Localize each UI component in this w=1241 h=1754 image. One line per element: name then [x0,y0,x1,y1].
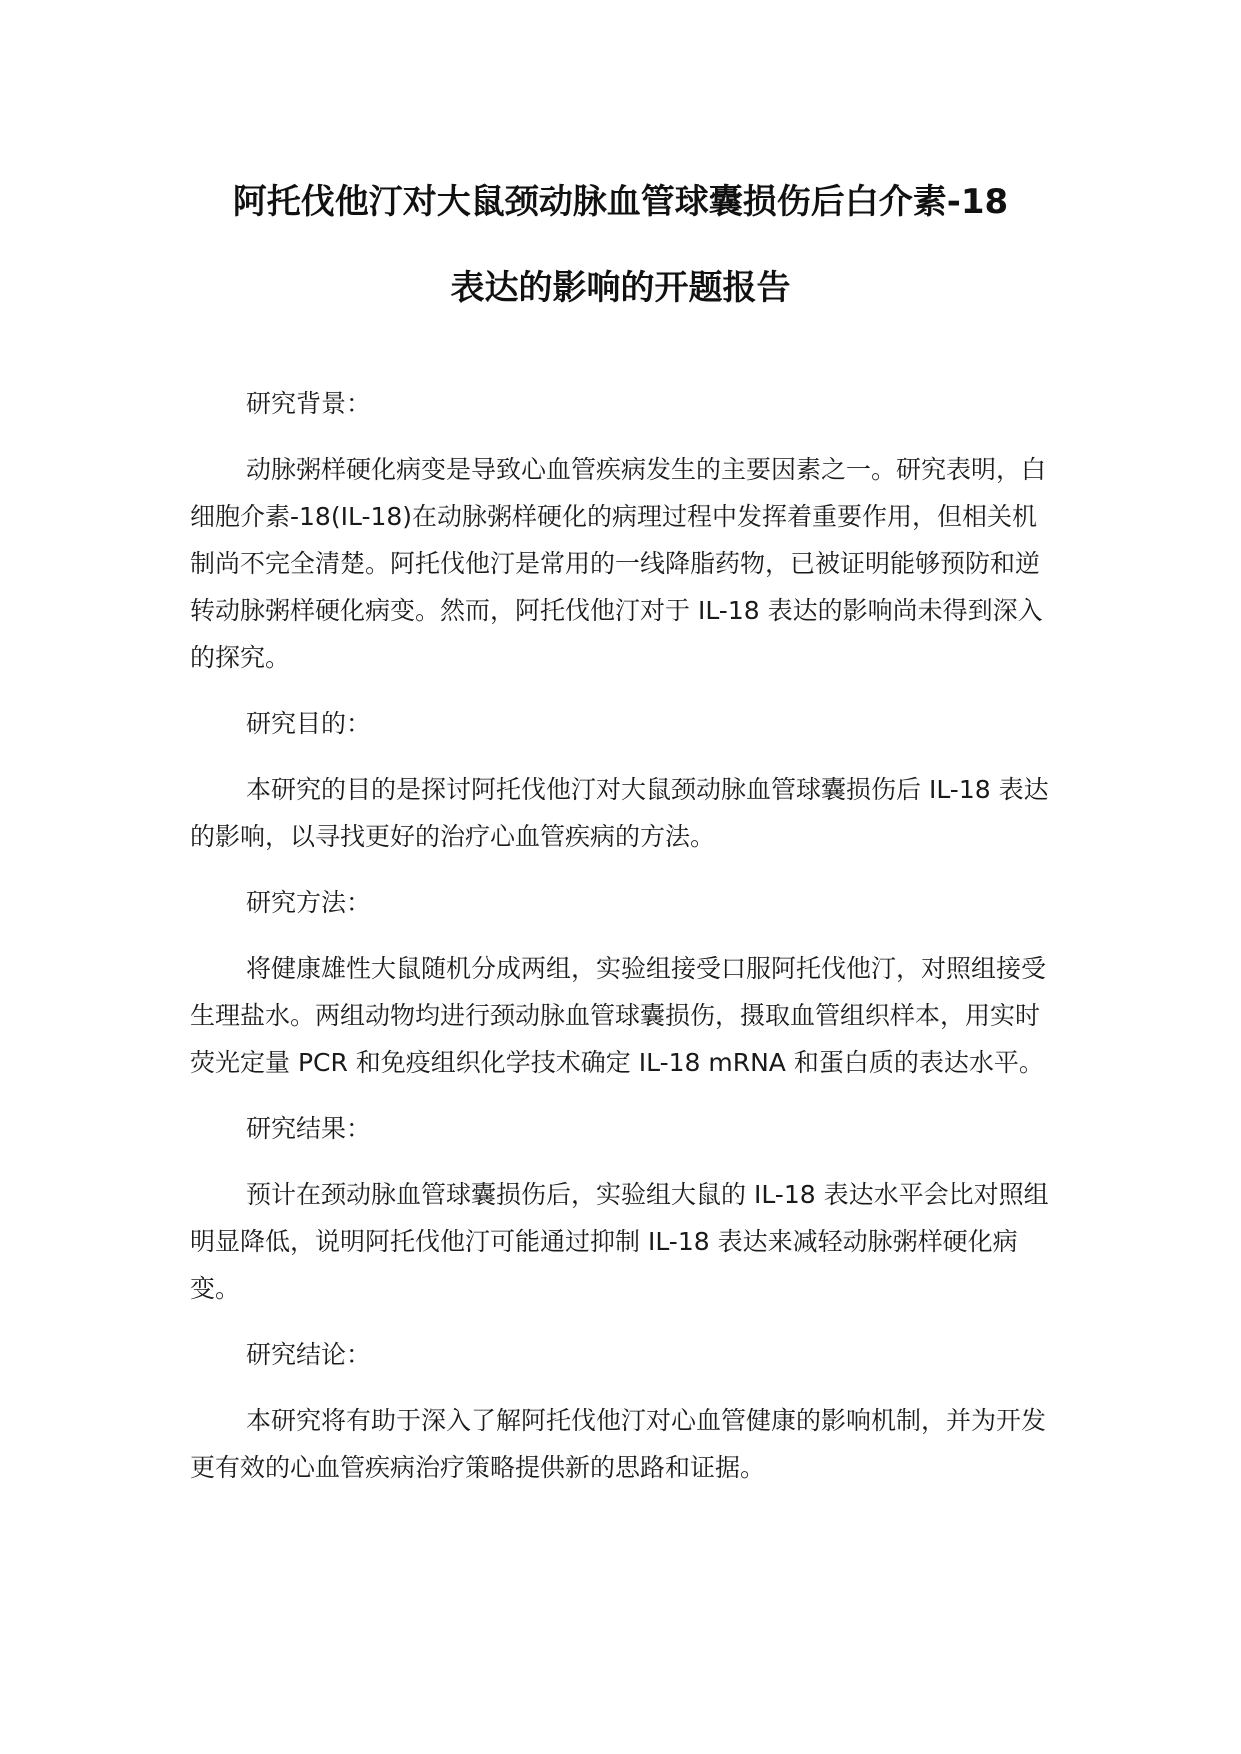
document-title-line1: 阿托伐他汀对大鼠颈动脉血管球囊损伤后白介素-18 [232,182,1009,222]
section-text-methods: 将健康雄性大鼠随机分成两组，实验组接受口服阿托伐他汀，对照组接受生理盐水。两组动物均进行颈动脉血管球囊损伤，摄取血管组织样本，用实时荧光定量 PCR 和免疫组织化学技术确定 IL-18 mRNA 和蛋白质的表达水平。 [190,954,1047,1077]
section-heading-results: 研究结果： [246,1114,372,1143]
section-heading-objective: 研究目的： [246,709,372,738]
document-title-line2: 表达的影响的开题报告 [450,268,791,308]
section-heading-conclusion: 研究结论： [246,1340,372,1369]
document-body [190,380,1060,1510]
section-text-conclusion: 本研究将有助于深入了解阿托伐他汀对心血管健康的影响机制，并为开发更有效的心血管疾病治疗策略提供新的思路和证据。 [190,1406,1047,1482]
section-heading-methods: 研究方法： [246,888,372,917]
section-text-background: 动脉粥样硬化病变是导致心血管疾病发生的主要因素之一。研究表明，白细胞介素-18(IL-18)在动脉粥样硬化的病理过程中发挥着重要作用，但相关机制尚不完全清楚。阿托伐他汀是常用的一线降脂药物，已被证明能够预防和逆转动脉粥样硬化病变。然而，阿托伐他汀对于 IL-18 表达的影响尚未得到深入的探究。 [190,455,1047,672]
section-heading-background: 研究背景： [246,389,372,418]
section-text-objective: 本研究的目的是探讨阿托伐他汀对大鼠颈动脉血管球囊损伤后 IL-18 表达的影响，以寻找更好的治疗心血管疾病的方法。 [190,775,1049,851]
section-text-results: 预计在颈动脉血管球囊损伤后，实验组大鼠的 IL-18 表达水平会比对照组明显降低，说明阿托伐他汀可能通过抑制 IL-18 表达来减轻动脉粥样硬化病变。 [190,1180,1049,1303]
